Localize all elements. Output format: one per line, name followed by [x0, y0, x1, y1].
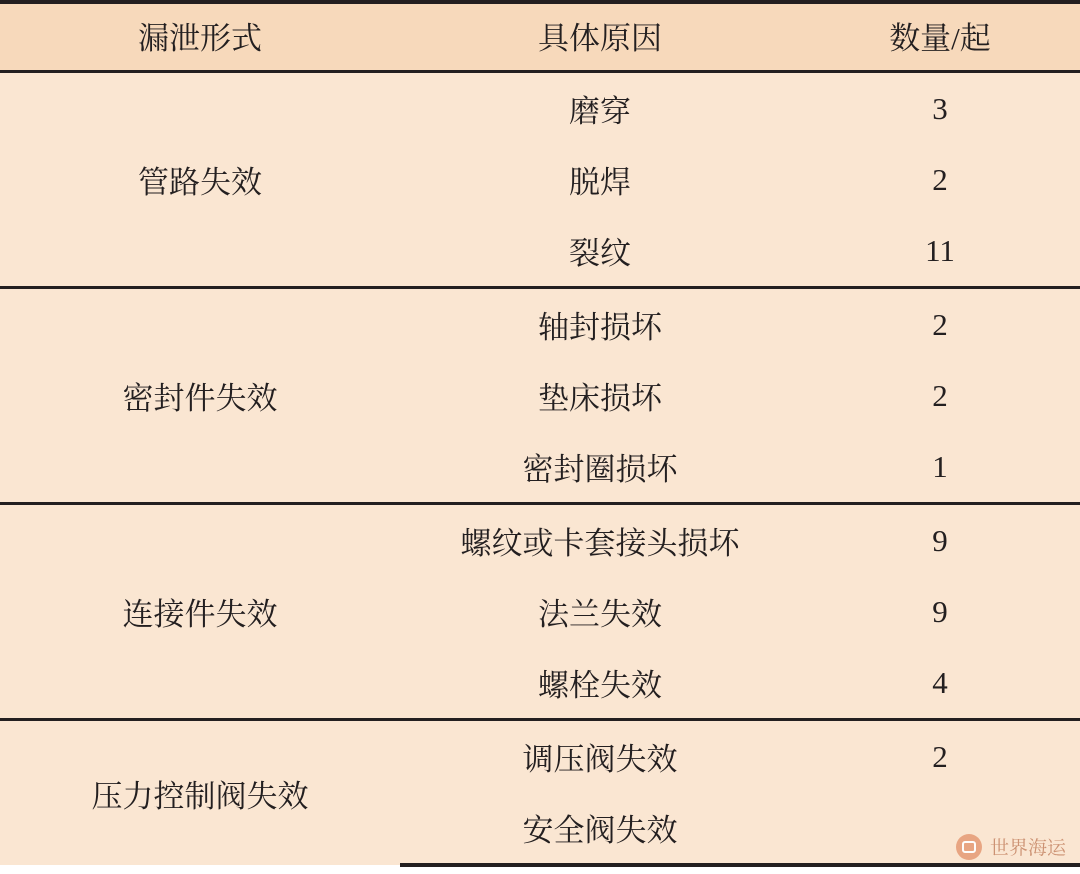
cause-cell: 密封圈损坏 [400, 431, 800, 504]
table-header-row [0, 2, 1080, 72]
category-cell: 压力控制阀失效 [0, 720, 400, 866]
table-row [0, 720, 1080, 793]
count-cell: 3 [800, 72, 1080, 145]
count-cell: 4 [800, 647, 1080, 720]
watermark [956, 833, 1066, 860]
table-row [0, 288, 1080, 361]
cause-cell: 磨穿 [400, 72, 800, 145]
category-cell: 连接件失效 [0, 504, 400, 720]
cause-cell: 轴封损坏 [400, 288, 800, 361]
count-cell: 9 [800, 576, 1080, 647]
category-cell: 密封件失效 [0, 288, 400, 504]
table-row [0, 504, 1080, 577]
count-cell: 2 [800, 360, 1080, 431]
watermark-label: 世界海运 [989, 838, 1066, 859]
table-body [0, 72, 1080, 866]
count-cell: 2 [800, 720, 1080, 793]
category-cell: 管路失效 [0, 72, 400, 288]
count-cell: 2 [800, 144, 1080, 215]
count-cell: 1 [800, 431, 1080, 504]
cause-cell: 法兰失效 [400, 576, 800, 647]
cause-cell: 脱焊 [400, 144, 800, 215]
cause-cell: 螺栓失效 [400, 647, 800, 720]
cause-cell: 裂纹 [400, 215, 800, 288]
table-row [0, 72, 1080, 145]
cause-cell: 调压阀失效 [400, 720, 800, 793]
cause-cell: 螺纹或卡套接头损坏 [400, 504, 800, 577]
column-header-quantity: 数量/起 [800, 2, 1080, 72]
column-header-leak-form: 漏泄形式 [0, 2, 400, 72]
cause-cell: 安全阀失效 [400, 792, 800, 865]
count-cell: 11 [800, 215, 1080, 288]
count-cell: 9 [800, 504, 1080, 577]
table-header [0, 2, 1080, 72]
cause-cell: 垫床损坏 [400, 360, 800, 431]
column-header-specific-cause: 具体原因 [400, 2, 800, 72]
wechat-account-icon [956, 834, 982, 860]
count-cell: 2 [800, 288, 1080, 361]
